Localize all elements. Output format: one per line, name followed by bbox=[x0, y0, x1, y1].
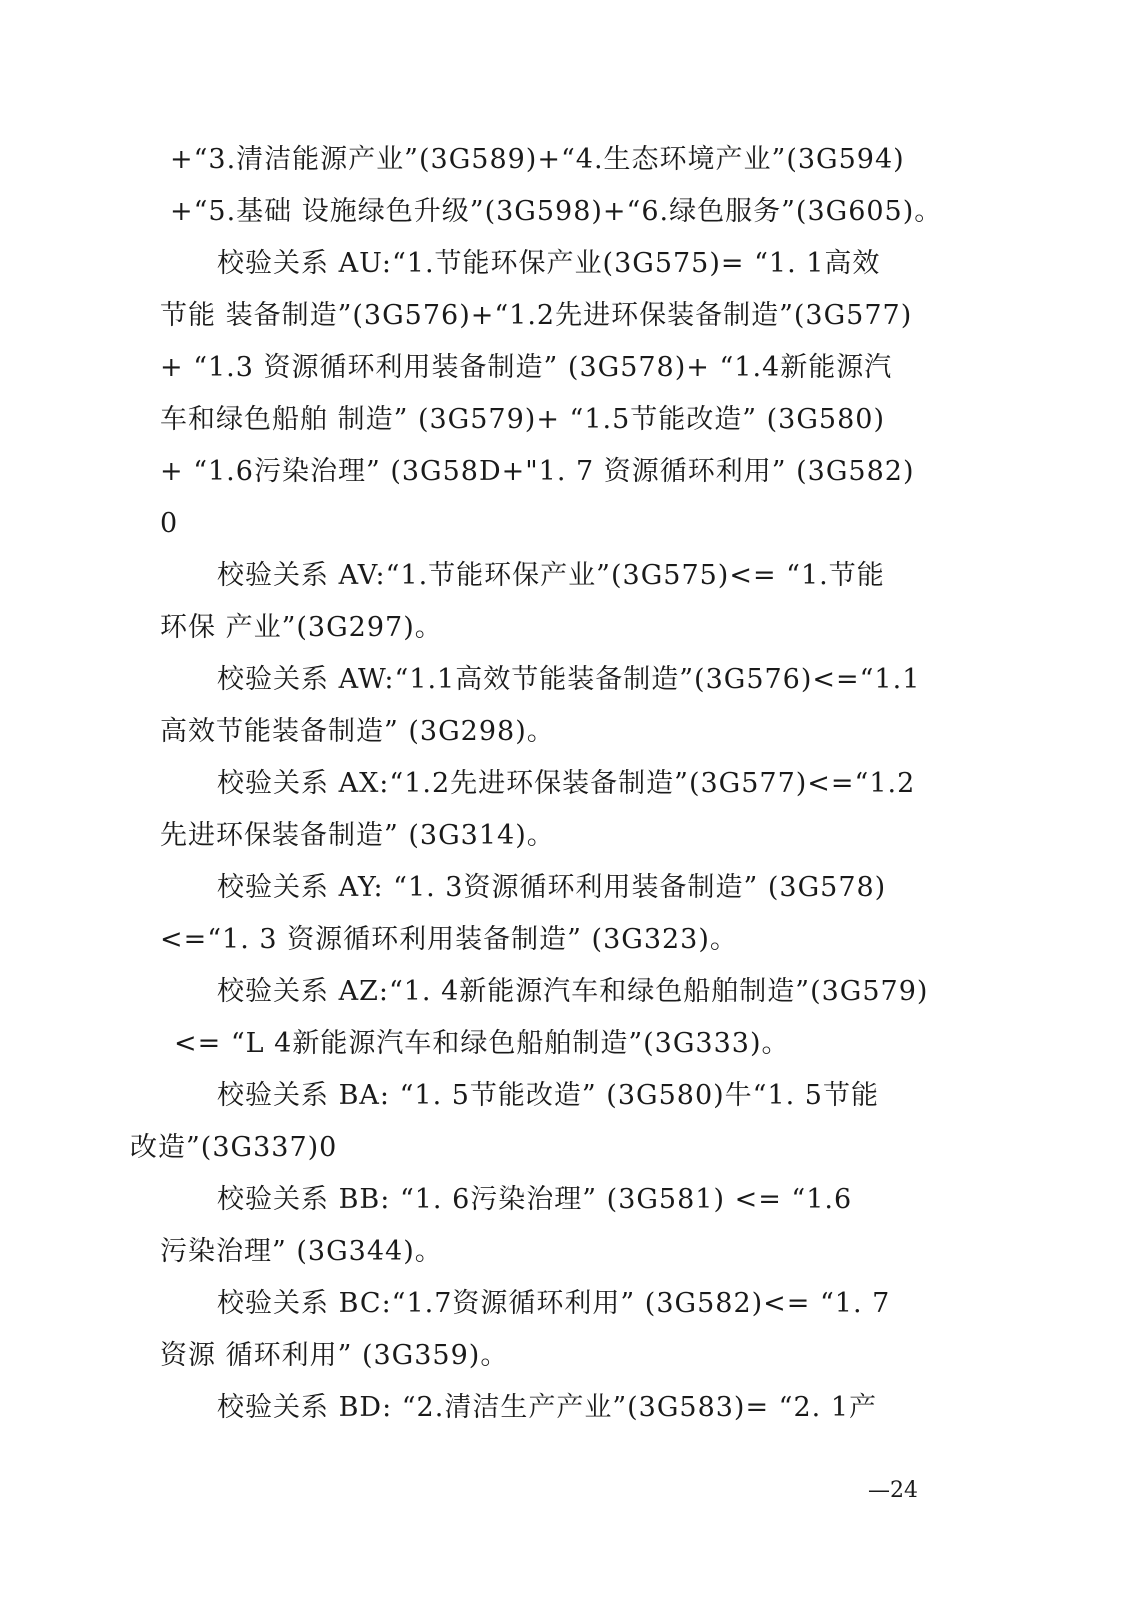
text-line: 改造”(3G337)0 bbox=[130, 1132, 338, 1163]
text-line: +“5.基础 设施绿色升级”(3G598)+“6.绿色服务”(3G605)。 bbox=[170, 196, 943, 227]
text-line: 污染治理” (3G344)。 bbox=[160, 1236, 443, 1267]
text-line: <=“1. 3 资源循环利用装备制造” (3G323)。 bbox=[160, 924, 738, 955]
text-line: 车和绿色船舶 制造” (3G579)+ “1.5节能改造” (3G580) bbox=[160, 404, 885, 435]
text-line: 节能 装备制造”(3G576)+“1.2先进环保装备制造”(3G577) bbox=[160, 300, 913, 331]
text-line: 校验关系 BA: “1. 5节能改造” (3G580)牛“1. 5节能 bbox=[217, 1080, 879, 1111]
text-line: 校验关系 AY: “1. 3资源循环利用装备制造” (3G578) bbox=[217, 872, 887, 903]
text-line: 0 bbox=[160, 508, 179, 539]
text-line: 校验关系 AW:“1.1高效节能装备制造”(3G576)<=“1.1 bbox=[217, 664, 921, 695]
text-line: <= “L 4新能源汽车和绿色船舶制造”(3G333)。 bbox=[174, 1028, 790, 1059]
text-line: 校验关系 BD: “2.清洁生产产业”(3G583)= “2. 1产 bbox=[217, 1392, 877, 1423]
text-line: 校验关系 AV:“1.节能环保产业”(3G575)<= “1.节能 bbox=[217, 560, 885, 591]
text-line: 资源 循环利用” (3G359)。 bbox=[160, 1340, 509, 1371]
text-line: 高效节能装备制造” (3G298)。 bbox=[160, 716, 555, 747]
text-line: 校验关系 BC:“1.7资源循环利用” (3G582)<= “1. 7 bbox=[217, 1288, 891, 1319]
text-line: 校验关系 BB: “1. 6污染治理” (3G581) <= “1.6 bbox=[217, 1184, 853, 1215]
text-line: 校验关系 AU:“1.节能环保产业(3G575)= “1. 1高效 bbox=[217, 248, 881, 279]
page-number: —24 bbox=[868, 1478, 918, 1503]
text-line: + “1.6污染治理” (3G58D+"1. 7 资源循环利用” (3G582) bbox=[160, 456, 915, 487]
text-line: 校验关系 AZ:“1. 4新能源汽车和绿色船舶制造”(3G579) bbox=[217, 976, 929, 1007]
text-line: 先进环保装备制造” (3G314)。 bbox=[160, 820, 555, 851]
text-line: + “1.3 资源循环利用装备制造” (3G578)+ “1.4新能源汽 bbox=[160, 352, 893, 383]
text-line: +“3.清洁能源产业”(3G589)+“4.生态环境产业”(3G594) bbox=[170, 144, 905, 175]
text-line: 环保 产业”(3G297)。 bbox=[160, 612, 443, 643]
text-line: 校验关系 AX:“1.2先进环保装备制造”(3G577)<=“1.2 bbox=[217, 768, 916, 799]
